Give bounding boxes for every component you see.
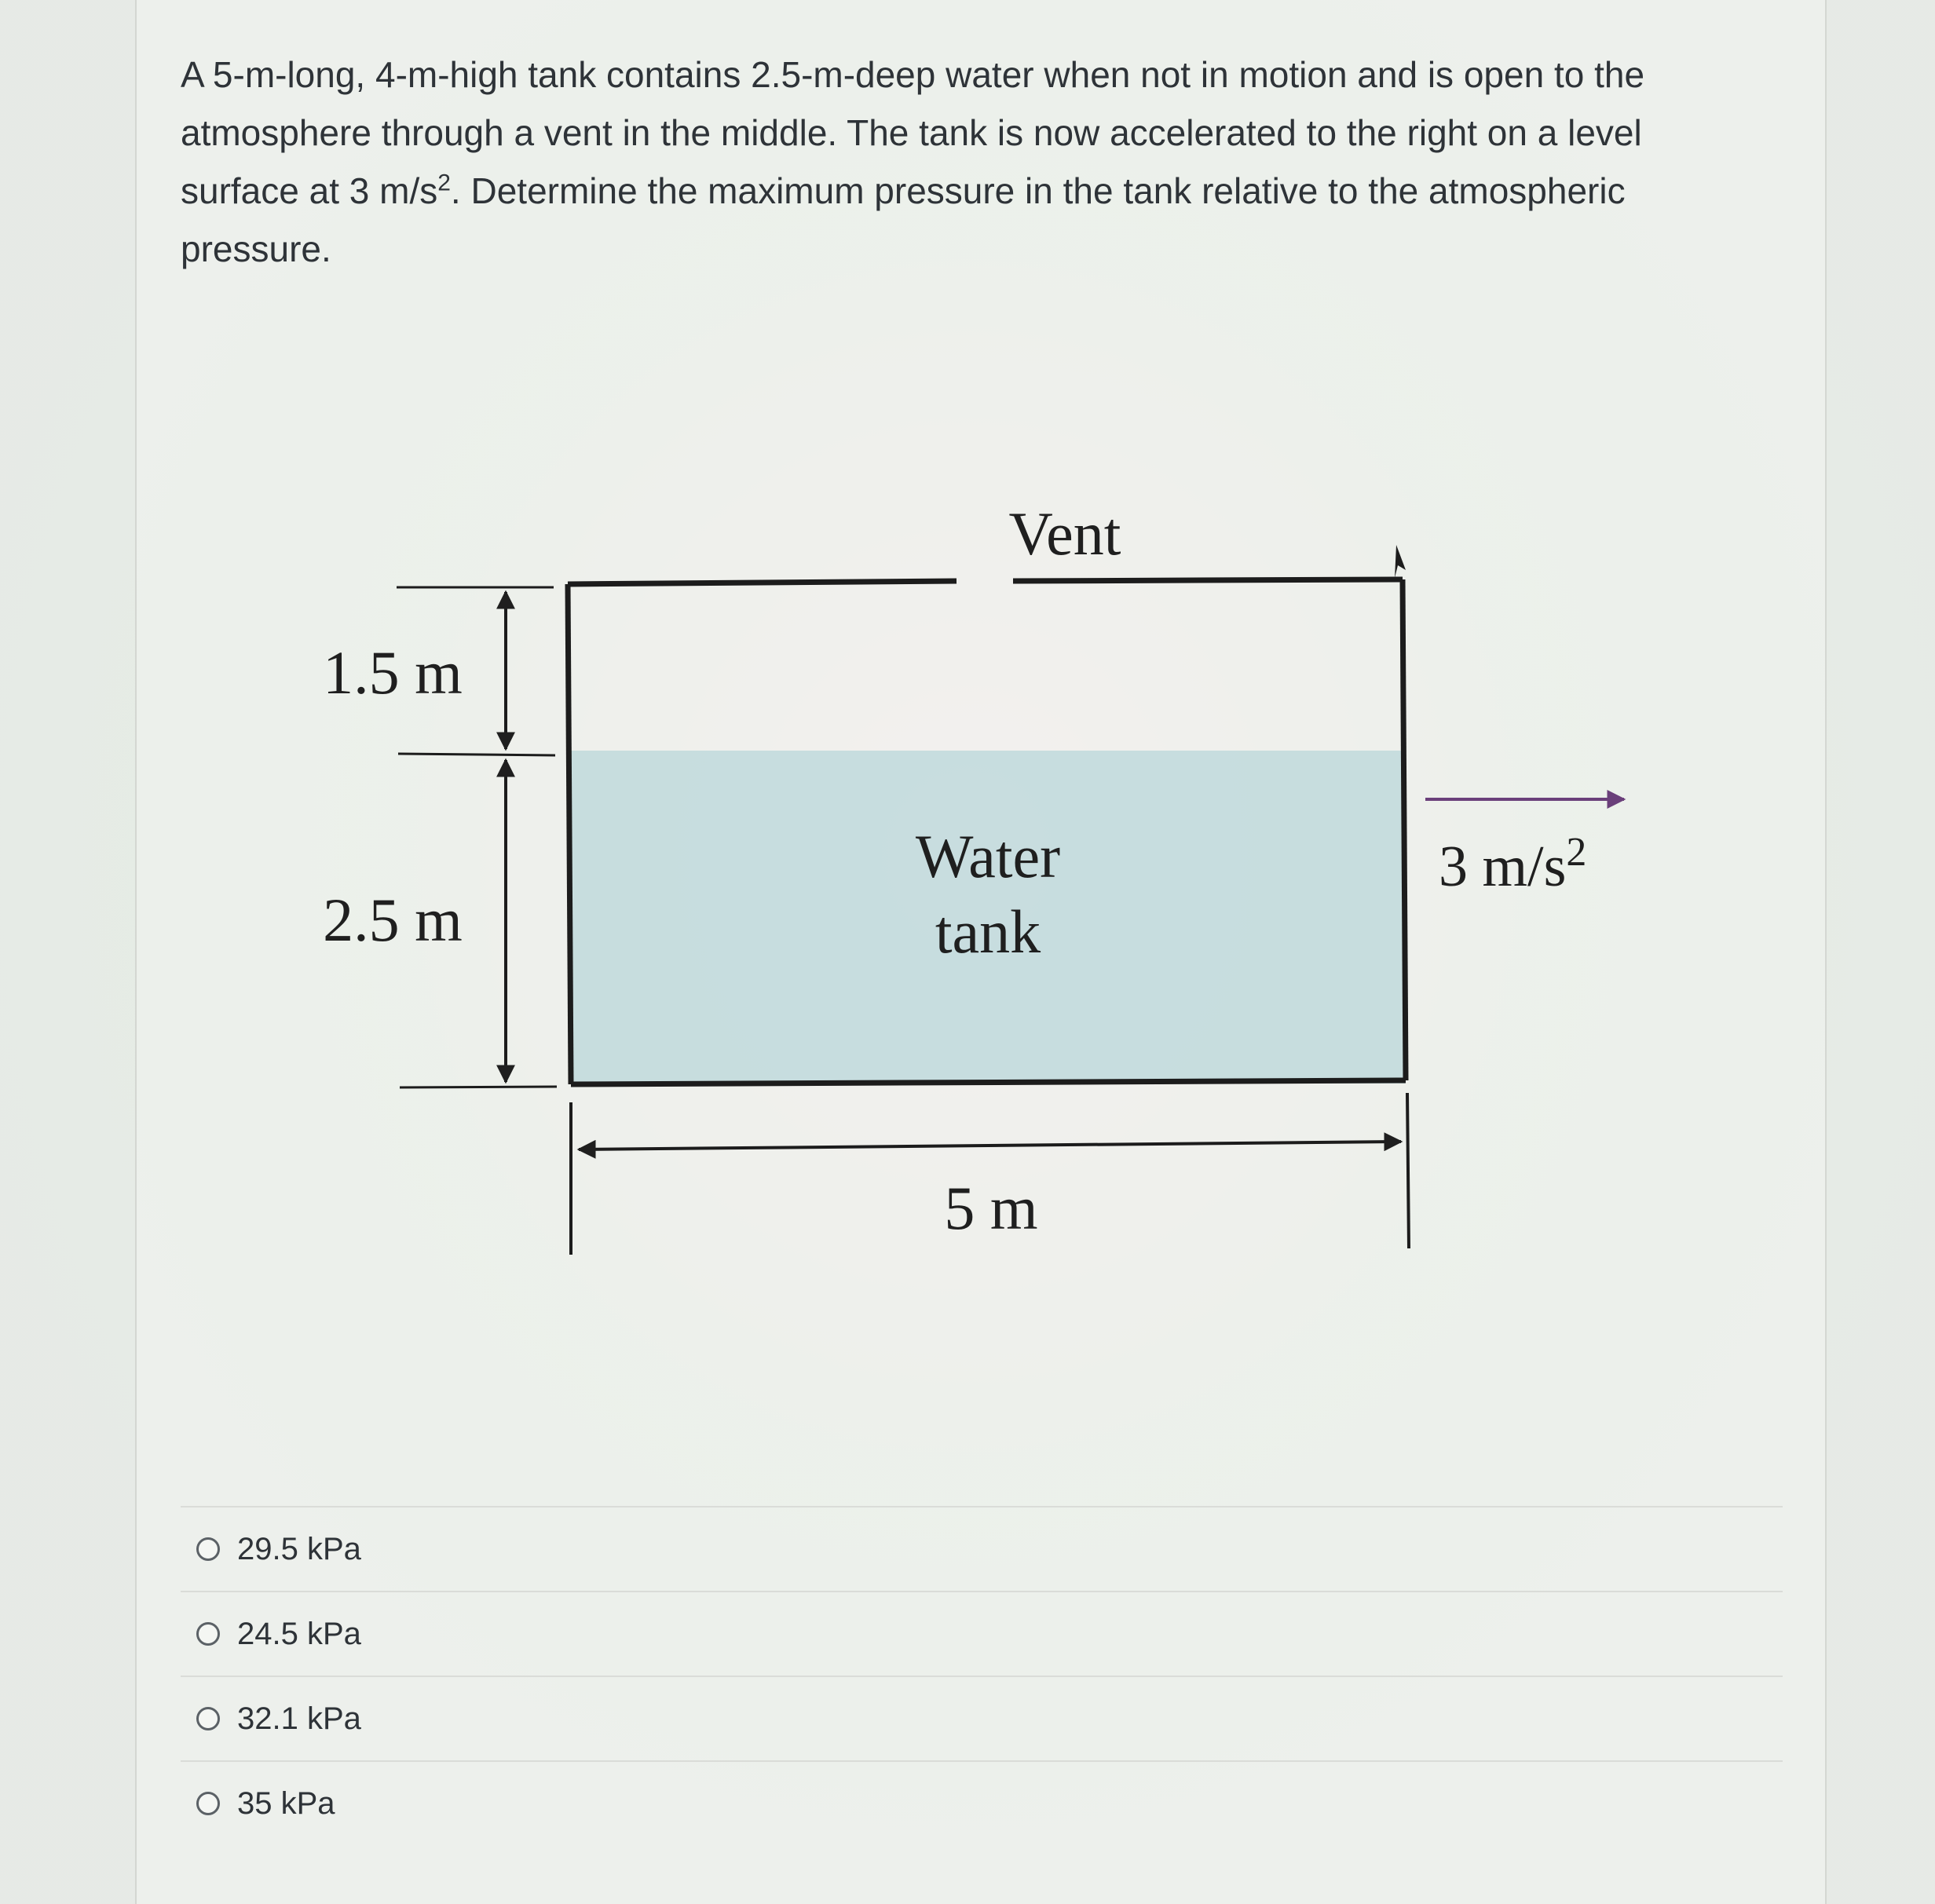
acceleration-superscript: 2 — [1566, 830, 1587, 875]
answer-option-label: 29.5 kPa — [237, 1531, 361, 1566]
acceleration-value: 3 m/s — [1439, 835, 1567, 899]
tank-label: tank — [935, 897, 1041, 966]
answer-option-label: 32.1 kPa — [237, 1701, 361, 1736]
answer-option-1[interactable] — [181, 1506, 1783, 1591]
question-text-before: A 5-m-long, 4-m-high tank contains 2.5-m-deep water when not in motion and is open to the atmosphere through a vent in the middle. The tank is now accelerated to the right on a level surface at 3 m/s — [181, 54, 1645, 211]
question-superscript: 2 — [437, 170, 451, 196]
vent-label: Vent — [1008, 499, 1121, 568]
answer-option-2[interactable] — [181, 1591, 1783, 1676]
length-dim-arrow — [579, 1142, 1401, 1149]
length-label: 5 m — [944, 1174, 1038, 1242]
water-label: Water — [915, 822, 1061, 890]
answer-option-label: 24.5 kPa — [237, 1616, 361, 1651]
acceleration-label — [1439, 830, 1586, 899]
answer-option-label: 35 kPa — [237, 1785, 335, 1821]
answer-option-3[interactable] — [181, 1676, 1783, 1760]
radio-button[interactable] — [196, 1707, 220, 1730]
top-dim-label: 1.5 m — [323, 638, 463, 707]
depth-dim-label: 2.5 m — [323, 886, 463, 954]
corner-arrow-icon — [1395, 545, 1406, 578]
answer-options — [181, 1506, 1783, 1845]
radio-button[interactable] — [196, 1537, 220, 1561]
radio-button[interactable] — [196, 1622, 220, 1646]
question-text-after: . Determine the maximum pressure in the tank relative to the atmospheric pressure. — [181, 170, 1626, 269]
answer-option-4[interactable] — [181, 1760, 1783, 1845]
radio-button[interactable] — [196, 1792, 220, 1815]
